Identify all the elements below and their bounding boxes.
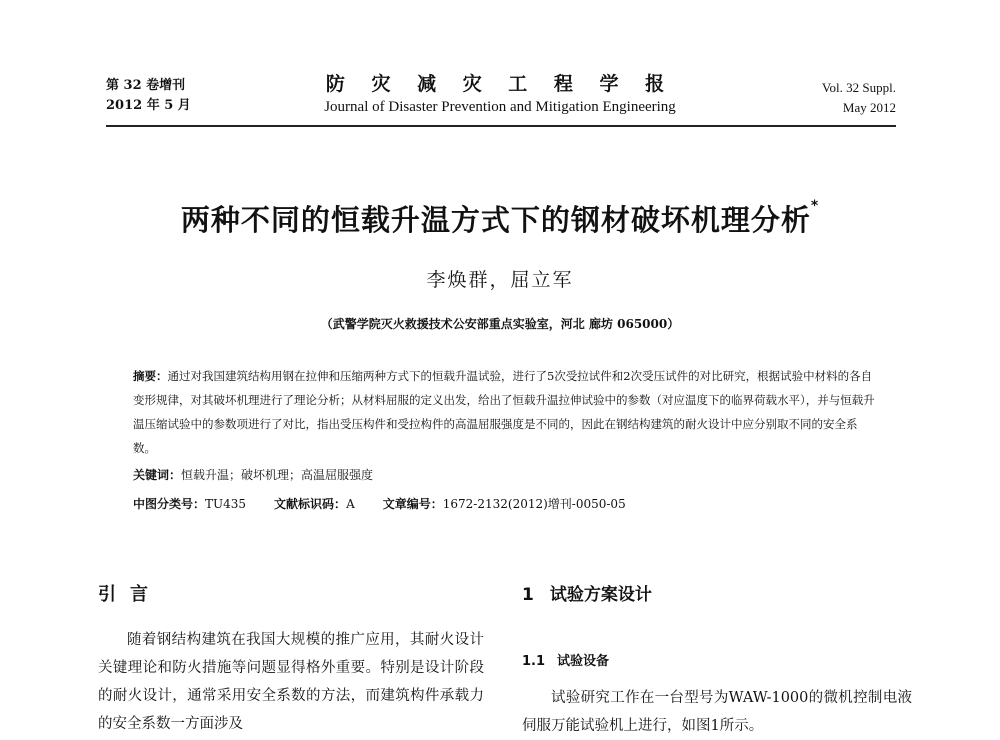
subsection-1-1-title: 试验设备 xyxy=(557,654,610,669)
subsection-1-1-heading xyxy=(522,650,609,669)
article-title xyxy=(0,198,1000,239)
section-1-number: 1 xyxy=(522,585,534,605)
article-authors: 李焕群，屈立军 xyxy=(426,269,574,291)
doc-code: A xyxy=(346,497,355,511)
article-title-text: 两种不同的恒载升温方式下的钢材破坏机理分析 xyxy=(180,203,811,237)
keywords-text: 恒载升温；破坏机理；高温屈服强度 xyxy=(181,468,374,482)
subsection-1-1-paragraph: 试验研究工作在一台型号为WAW-1000的微机控制电液伺服万能试验机上进行，如图1所示。 xyxy=(522,690,912,734)
article-id: 1672-2132(2012)增刊-0050-05 xyxy=(442,497,626,511)
date-cn: 2012 年 5 月 xyxy=(106,98,191,113)
volume-en: Vol. 32 Suppl. xyxy=(821,80,896,95)
title-footnote-mark: * xyxy=(810,198,820,214)
abstract-label: 摘要： xyxy=(133,369,168,383)
subsection-1-1-body xyxy=(522,684,912,740)
abstract-text: 通过对我国建筑结构用钢在拉伸和压缩两种方式下的恒载升温试验，进行了5次受拉试件和2次受压试件的对比研究，根据试验中材料的各自变形规律，对其破坏机理进行了理论分析；从材料屈服的定义出发，给出了恒载升温拉伸试验中的参数（对应温度下的临界荷载水平），并与恒载升温压缩试验中的参数项进行了对比，指出受压构件和受拉构件的高温屈服强度是不同的，因此在钢结构建筑的耐火设计中应分别取不同的安全系数。 xyxy=(133,369,875,455)
header-divider xyxy=(106,125,896,127)
keywords xyxy=(133,466,373,483)
journal-title-en: Journal of Disaster Prevention and Mitigation Engineering xyxy=(324,99,676,115)
keywords-label: 关键词： xyxy=(133,468,182,482)
intro-heading: 引言 xyxy=(98,584,162,605)
section-1-heading xyxy=(522,580,652,605)
section-1-title: 试验方案设计 xyxy=(549,585,652,605)
clc-code: TU435 xyxy=(205,497,247,511)
header-volume-info-en xyxy=(822,78,896,118)
classification-line xyxy=(133,495,626,512)
clc-label: 中图分类号： xyxy=(133,497,206,511)
journal-title-cn: 防 灾 减 灾 工 程 学 报 xyxy=(325,73,675,95)
date-en: May 2012 xyxy=(842,100,896,115)
subsection-1-1-number: 1.1 xyxy=(522,654,546,669)
volume-cn: 第 32 卷增刊 xyxy=(106,78,186,93)
article-affiliation: （武警学院灭火救援技术公安部重点实验室，河北 廊坊 065000） xyxy=(320,317,680,331)
intro-body xyxy=(98,626,484,738)
doc-code-label: 文献标识码： xyxy=(274,497,347,511)
article-id-label: 文章编号： xyxy=(382,497,443,511)
abstract xyxy=(133,364,878,460)
intro-paragraph: 随着钢结构建筑在我国大规模的推广应用，其耐火设计关键理论和防火措施等问题显得格外重要。特别是设计阶段的耐火设计，通常采用安全系数的方法，而建筑构件承载力的安全系数一方面涉及 xyxy=(98,632,484,732)
